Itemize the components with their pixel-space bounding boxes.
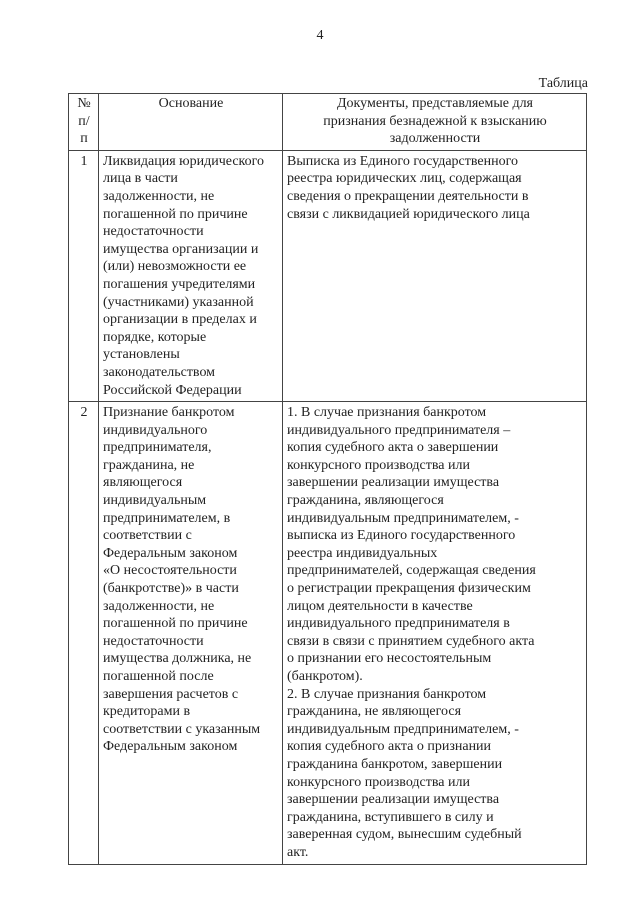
basis-line: предпринимателя, (103, 440, 212, 456)
documents-line: лицом деятельности в качестве (287, 598, 473, 614)
documents-line: гражданина, не являющегося (287, 704, 462, 720)
basis-line: соответствии с (103, 528, 192, 544)
table-row (69, 402, 587, 864)
basis-line: индивидуальным (103, 493, 207, 509)
documents-line: индивидуального предпринимателя в (287, 616, 510, 632)
basis-line: погашенной по причине (103, 206, 248, 222)
basis-line: порядке, которые (103, 329, 207, 345)
basis-line: недостаточности (103, 224, 204, 240)
basis-cell (99, 402, 283, 864)
documents-line: конкурсного производства или (287, 457, 470, 473)
header-num-line: п (80, 131, 88, 147)
documents-cell (283, 402, 587, 864)
documents-line: о регистрации прекращения физическим (287, 581, 531, 597)
documents-line: завершении реализации имущества (287, 475, 500, 491)
documents-line: индивидуальным предпринимателем, - (287, 510, 519, 526)
header-basis-line: Основание (158, 96, 224, 111)
header-num (69, 94, 99, 151)
documents-line: сведения о прекращении деятельности в (287, 188, 529, 204)
documents-line: 2. В случае признания банкротом (287, 686, 487, 702)
basis-line: погашения учредителями (103, 276, 256, 292)
page-number: 4 (316, 28, 324, 43)
basis-line: Признание банкротом (103, 405, 235, 421)
basis-line: соответствии с указанным (103, 721, 261, 737)
row-number: 1 (69, 150, 99, 401)
basis-line: Федеральным законом (103, 545, 238, 561)
documents-line: гражданина, являющегося (287, 493, 444, 509)
basis-line: индивидуального (103, 422, 208, 438)
documents-line: (банкротом). (287, 669, 363, 684)
basis-line: имущества должника, не (103, 651, 252, 667)
basis-line: законодательством (103, 364, 216, 380)
basis-line: кредиторами в (103, 704, 191, 720)
basis-line: «О несостоятельности (103, 563, 237, 579)
documents-line: реестра юридических лиц, содержащая (287, 171, 522, 187)
header-documents (283, 94, 587, 151)
basis-line: погашенной по причине (103, 616, 248, 632)
documents-line: акт. (287, 844, 309, 860)
basis-line: задолженности, не (103, 188, 215, 204)
basis-line: Российской Федерации (103, 382, 242, 398)
basis-line: имущества организации и (103, 241, 259, 257)
documents-line: завершении реализации имущества (287, 792, 500, 808)
document-table (68, 93, 587, 865)
basis-line: погашенной после (103, 669, 214, 684)
documents-line: гражданина, вступившего в силу и (287, 809, 494, 825)
header-documents-line: задолженности (389, 131, 481, 147)
documents-line: гражданина банкротом, завершении (287, 756, 503, 772)
basis-line: организации в пределах и (103, 312, 257, 328)
documents-line: индивидуальным предпринимателем, - (287, 721, 519, 737)
header-num-line: п/ (78, 113, 90, 129)
documents-line: предпринимателей, содержащая сведения (287, 563, 536, 579)
header-documents-line: Документы, представляемые для (336, 96, 533, 111)
documents-line: индивидуального предпринимателя – (287, 422, 511, 438)
basis-line: задолженности, не (103, 598, 215, 614)
basis-line: являющегося (103, 475, 183, 491)
documents-line: связи в связи с принятием судебного акта (287, 633, 535, 649)
header-documents-line: признания безнадежной к взысканию (323, 113, 547, 129)
documents-line: конкурсного производства или (287, 774, 470, 790)
table-title: Таблица (538, 76, 588, 91)
documents-line: о признании его несостоятельным (287, 651, 492, 667)
basis-line: Федеральным законом (103, 739, 238, 755)
documents-line: Выписка из Единого государственного (287, 153, 518, 169)
basis-line: недостаточности (103, 633, 204, 649)
basis-line: завершения расчетов с (103, 686, 239, 702)
documents-line: заверенная судом, вынесшим судебный (287, 827, 522, 843)
basis-line: гражданина, не (103, 457, 195, 473)
documents-cell (283, 150, 587, 401)
documents-line: копия судебного акта о признании (287, 739, 492, 755)
documents-line: реестра индивидуальных (287, 545, 438, 561)
basis-line: (банкротстве)» в части (103, 581, 239, 597)
documents-line: 1. В случае признания банкротом (287, 405, 487, 421)
header-basis (99, 94, 283, 151)
row-number: 2 (69, 402, 99, 864)
documents-line: выписка из Единого государственного (287, 528, 516, 544)
basis-line: установлены (103, 347, 180, 363)
documents-line: копия судебного акта о завершении (287, 440, 499, 456)
table-row (69, 150, 587, 401)
basis-line: Ликвидация юридического (103, 153, 265, 169)
basis-line: предпринимателем, в (103, 510, 231, 526)
basis-line: лица в части (103, 171, 178, 187)
header-num-line: № (77, 96, 91, 111)
basis-line: (или) невозможности ее (103, 259, 247, 275)
basis-cell (99, 150, 283, 401)
table-header-row (69, 94, 587, 151)
basis-line: (участниками) указанной (103, 294, 254, 310)
documents-line: связи с ликвидацией юридического лица (287, 206, 530, 222)
